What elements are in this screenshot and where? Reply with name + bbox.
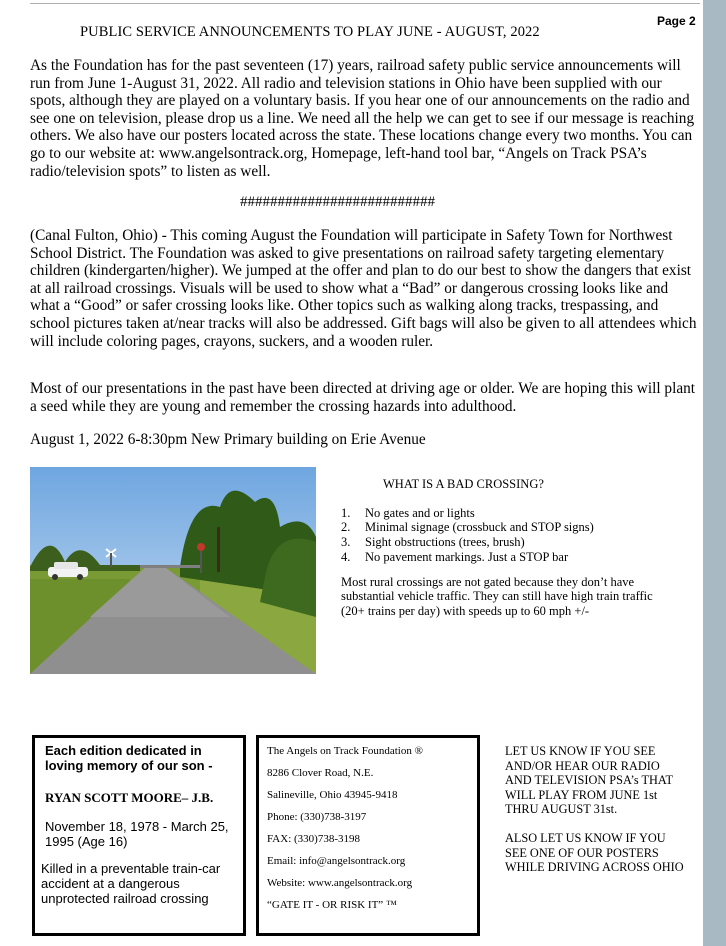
memorial-dates: November 18, 1978 - March 25, 1995 (Age 16) [45,819,229,849]
top-rule [30,3,700,4]
list-item: 1. No gates and or lights [341,505,475,520]
email-link[interactable]: Email: info@angelsontrack.org [267,855,406,867]
crossing-illustration [30,467,316,674]
bad-crossing-list [341,506,666,565]
list-item: 2. Minimal signage (crossbuck and STOP signs) [341,520,594,535]
list-item: 4. No pavement markings. Just a STOP bar [341,549,569,564]
phone-number: Phone: (330)738-3197 [267,811,367,823]
website-link[interactable]: Website: www.angelsontrack.org [267,877,413,889]
city-state-zip: Salineville, Ohio 43945-9418 [267,789,398,801]
fax-number: FAX: (330)738-3198 [267,833,360,845]
event-line: August 1, 2022 6-8:30pm New Primary building on Erie Avenue [30,431,426,448]
page-side-bar [703,0,726,946]
bad-crossing-section [341,477,666,619]
let-us-know-section [505,744,685,889]
presentations-paragraph: Most of our presentations in the past have been directed at driving age or older. We are hoping this will plant a seed while they are young and remember the crossing hazards into adulthood. [30,380,696,415]
memorial-box [32,735,246,936]
section-divider: ########################## [240,194,435,210]
psa-paragraph: As the Foundation has for the past seventeen (17) years, railroad safety public service announcements will run from June 1-August 31, 2022. All radio and television stations in Ohio have been supplied with our spots, although they are played on a voluntary basis. If you hear one of our announcements on the radio and see one on television, please drop us a line. We need all the help we can get to see if our message is reaching others. We also have our posters located across the state. These locations change every two months. You can go to our website at: www.angelsontrack.org, Homepage, left-hand tool bar, “Angels on Track PSA’s radio/television spots” to listen as well. [30,57,695,180]
list-item: 3. Sight obstructions (trees, brush) [341,535,525,550]
memorial-dedication: Each edition dedicated in loving memory of our son - [45,743,213,773]
page-number: Page 2 [657,14,696,28]
let-us-know-posters: ALSO LET US KNOW IF YOU SEE ONE OF OUR POSTERS WHILE DRIVING ACROSS OHIO [505,830,684,875]
slogan: “GATE IT - OR RISK IT” ™ [267,899,397,911]
memorial-cause: Killed in a preventable train-car accident at a dangerous unprotected railroad crossing [41,861,221,906]
contact-box [256,735,480,936]
org-name: The Angels on Track Foundation ® [267,745,423,757]
bad-crossing-heading: WHAT IS A BAD CROSSING? [383,477,544,491]
page-title: PUBLIC SERVICE ANNOUNCEMENTS TO PLAY JUNE - AUGUST, 2022 [80,24,540,40]
street-address: 8286 Clover Road, N.E. [267,767,374,779]
rural-crossing-photo [30,467,316,674]
let-us-know-psa: LET US KNOW IF YOU SEE AND/OR HEAR OUR RADIO AND TELEVISION PSA’s THAT WILL PLAY FROM JUNE 1st THRU AUGUST 31st. [505,744,673,817]
memorial-name: RYAN SCOTT MOORE– J.B. [45,790,214,805]
safety-town-paragraph: (Canal Fulton, Ohio) - This coming August the Foundation will participate in Safety Town for Northwest School District. The Foundation was asked to give presentations on railroad safety targeting elementary children (kindergarten/higher). We jumped at the offer and plan to do our best to show the dangers that exist at all railroad crossings. Visuals will be used to show what a “Bad” or dangerous crossing looks like and what a “Good” or safer crossing looks like. Other topics such as walking along tracks, trespassing, and school pictures taken at/near tracks will also be addressed. Gift bags will also be given to all attendees which will include coloring pages, crayons, suckers, and a wooden ruler. [30,227,697,350]
bad-crossing-note: Most rural crossings are not gated because they don’t have substantial vehicle traffic. They can still have high train traffic (20+ trains per day) with speeds up to 60 mph +/- [341,574,653,618]
